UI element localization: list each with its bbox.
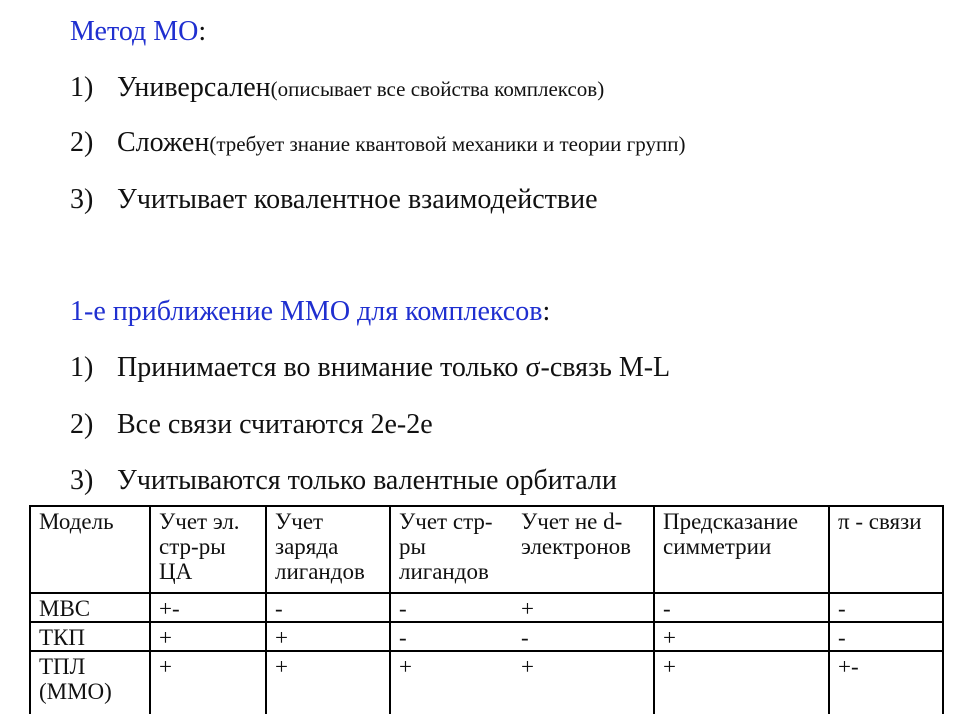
- section1-item-2: [70, 127, 685, 160]
- header-cell: π - связи: [829, 506, 943, 593]
- section2-item-1: [70, 352, 670, 384]
- section2-colon: :: [542, 296, 551, 327]
- table-cell: -: [654, 593, 829, 622]
- header-cell: Модель: [30, 506, 150, 593]
- table-cell: +: [390, 651, 513, 714]
- section1-item-3: [70, 184, 598, 216]
- header-cell: Учет эл. стр-ры ЦА: [150, 506, 266, 593]
- item-number: 3): [70, 465, 94, 496]
- header-cell: Учет стр-ры лигандов: [390, 506, 513, 593]
- item-text: Универсален: [117, 72, 271, 103]
- section2-item-3: [70, 465, 617, 497]
- table-row: [30, 651, 943, 714]
- section1-colon: :: [198, 16, 207, 47]
- section2-heading: [70, 296, 550, 328]
- table-cell: -: [829, 593, 943, 622]
- table-cell: +: [150, 622, 266, 651]
- table-row: [30, 593, 943, 622]
- item-text: Учитывает ковалентное взаимодействие: [117, 184, 598, 215]
- table-cell-model: ТПЛ (ММО): [30, 651, 150, 714]
- item-note: (описывает все свойства комплексов): [270, 77, 605, 101]
- table-cell: +: [513, 593, 654, 622]
- item-number: 1): [70, 352, 94, 383]
- section1-title: Метод МО: [70, 16, 199, 47]
- item-text: Сложен: [117, 127, 210, 158]
- section2-title: 1-е приближение ММО для комплексов: [70, 296, 543, 327]
- item-text: Учитываются только валентные орбитали: [117, 465, 617, 496]
- header-cell: Учет не d-электронов: [513, 506, 654, 593]
- table-header-row: [30, 506, 943, 593]
- section1-heading: [70, 16, 206, 48]
- table-cell: +: [654, 651, 829, 714]
- table-cell: +-: [829, 651, 943, 714]
- comparison-table: [29, 505, 944, 714]
- table-cell: +: [513, 651, 654, 714]
- item-text: Все связи считаются 2е-2е: [117, 409, 433, 440]
- item-number: 2): [70, 409, 94, 440]
- section1-item-1: [70, 72, 604, 105]
- table-cell: -: [390, 622, 513, 651]
- item-number: 2): [70, 127, 94, 158]
- table-cell: +: [266, 651, 390, 714]
- table-cell: +: [150, 651, 266, 714]
- table-cell: -: [390, 593, 513, 622]
- table-cell: -: [513, 622, 654, 651]
- item-number: 3): [70, 184, 94, 215]
- item-number: 1): [70, 72, 94, 103]
- table-cell: +: [654, 622, 829, 651]
- item-text: Принимается во внимание только σ-связь M-L: [117, 352, 671, 383]
- item-note: (требует знание квантовой механики и теории групп): [209, 132, 686, 156]
- header-cell: Учет заряда лигандов: [266, 506, 390, 593]
- table-row: [30, 622, 943, 651]
- table-cell: +: [266, 622, 390, 651]
- table-cell: -: [829, 622, 943, 651]
- table-cell-model: ТКП: [30, 622, 150, 651]
- table-cell-model: МВС: [30, 593, 150, 622]
- table-cell: -: [266, 593, 390, 622]
- section2-item-2: [70, 409, 433, 441]
- table-cell: +-: [150, 593, 266, 622]
- header-cell: Предсказание симметрии: [654, 506, 829, 593]
